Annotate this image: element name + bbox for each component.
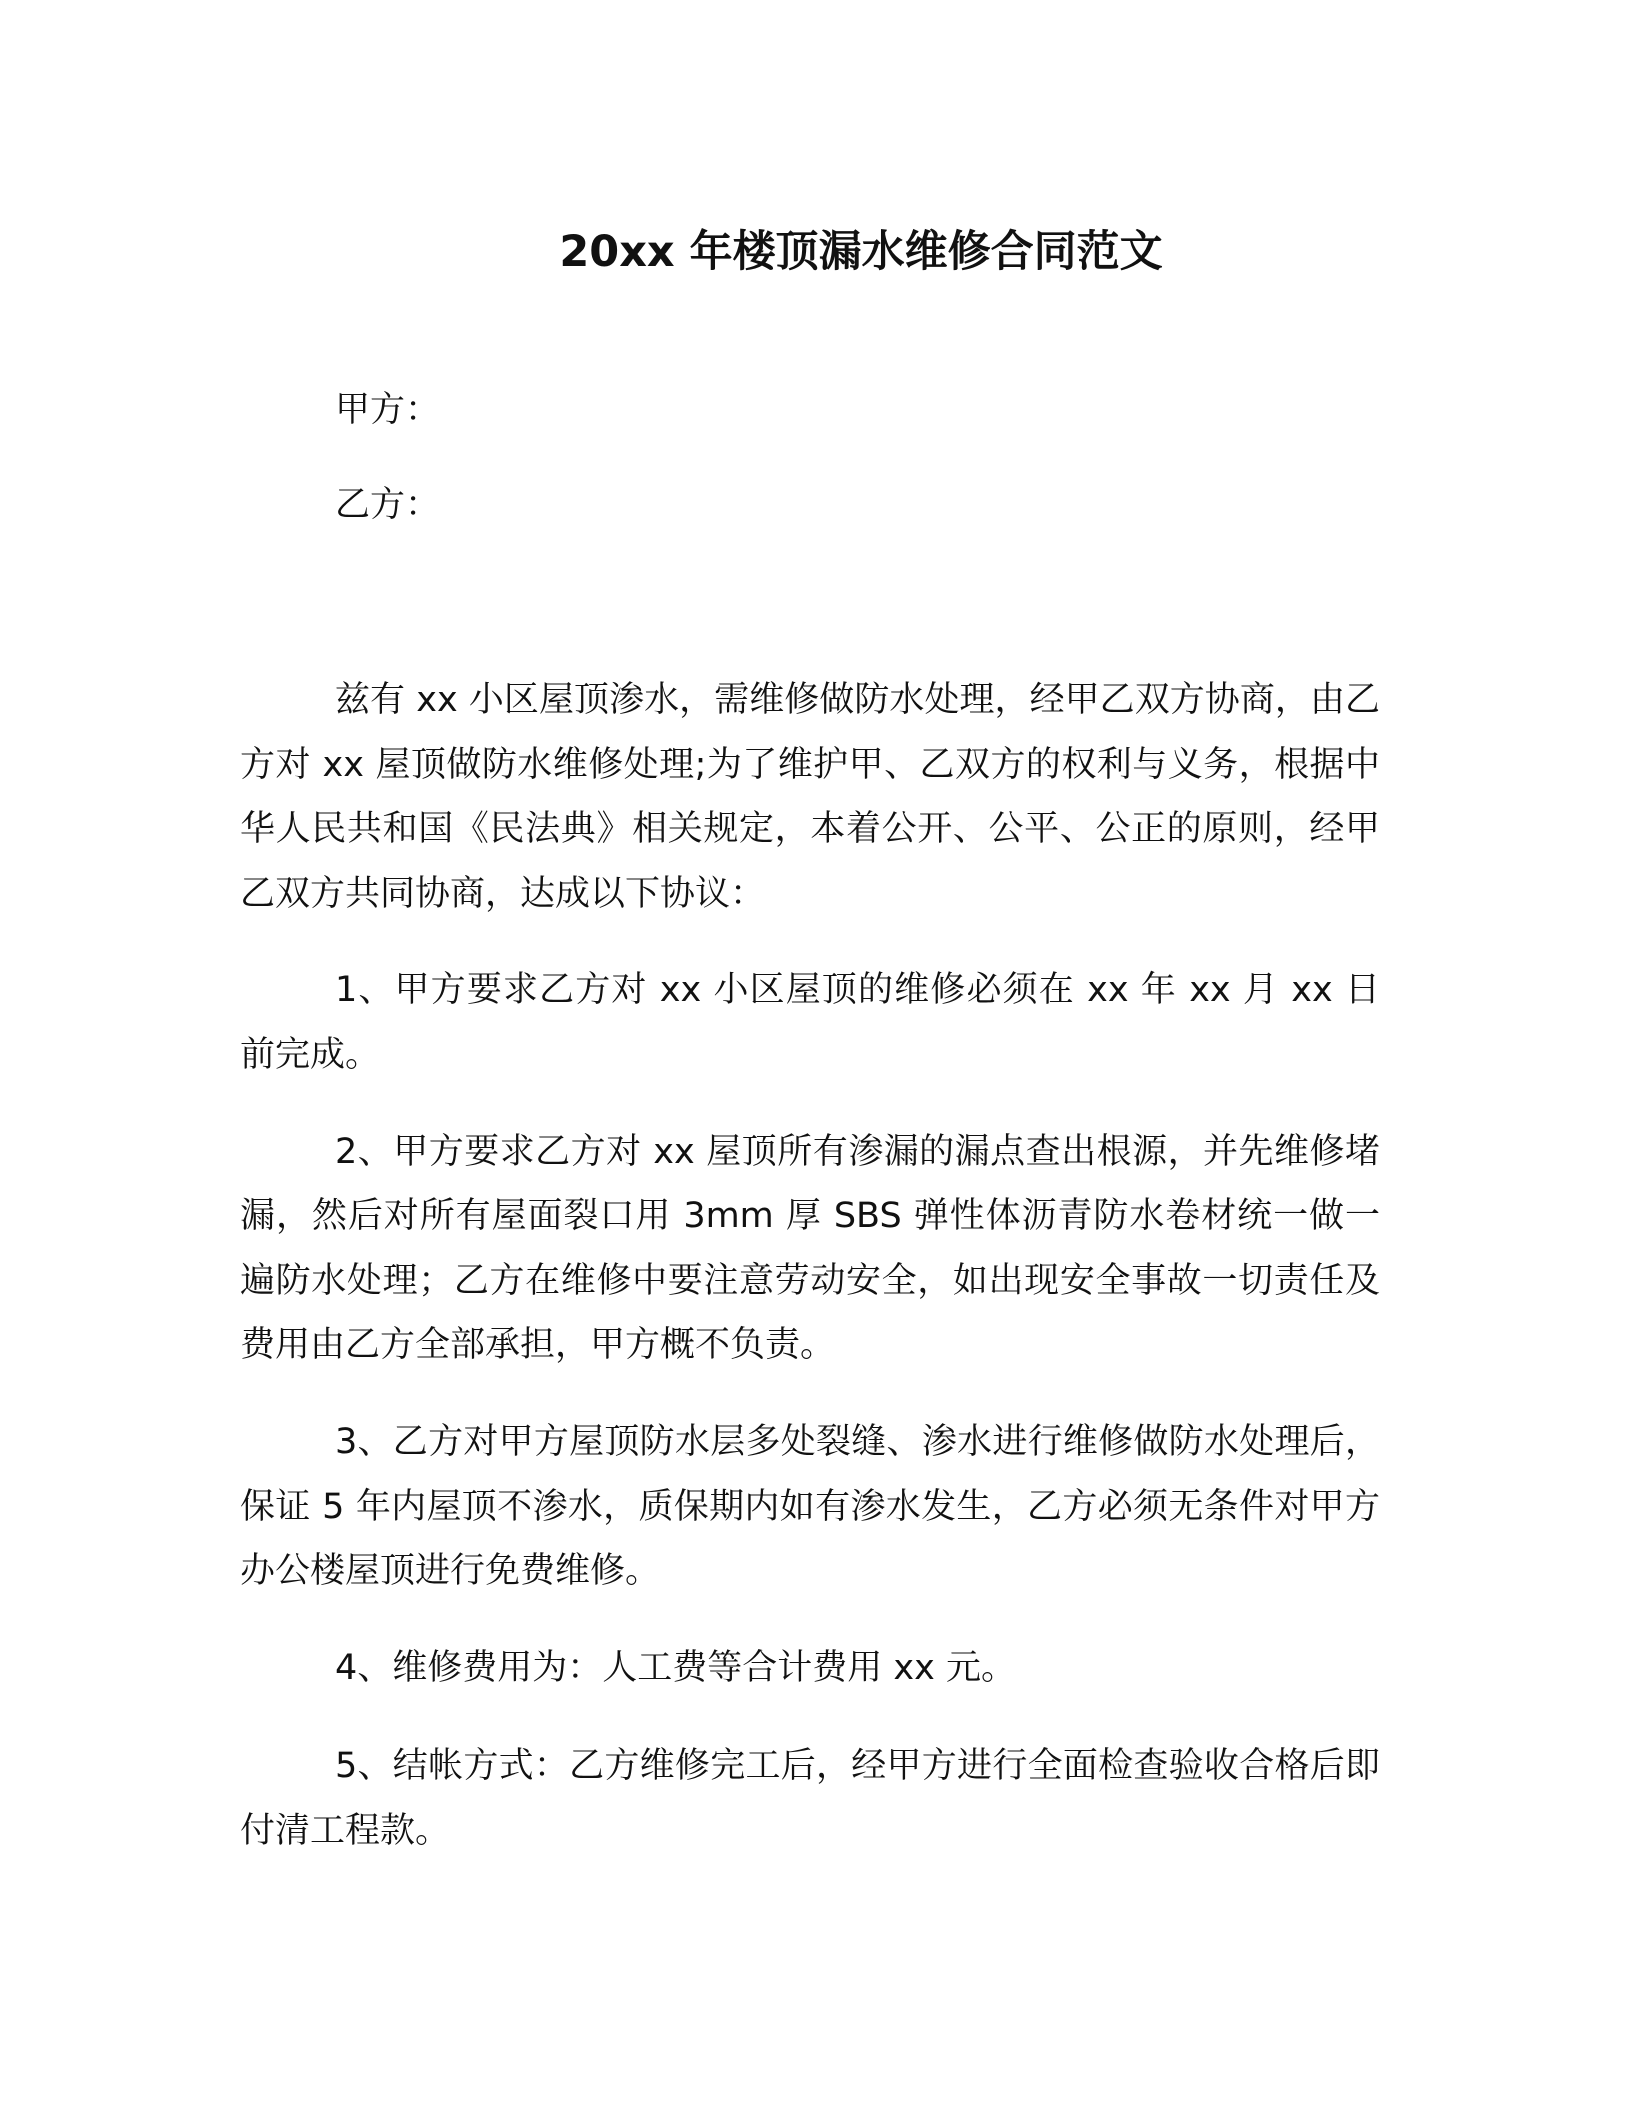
party-b-label: 乙方：	[335, 485, 441, 525]
paragraph-clause-2: 2、甲方要求乙方对 xx 屋顶所有渗漏的漏点查出根源，并先维修堵漏，然后对所有屋面裂口用 3mm 厚 SBS 弹性体沥青防水卷材统一做一遍防水处理；乙方在维修中要注意劳动安全，如出现安全事故一切责任及费用由乙方全部承担，甲方概不负责。	[240, 1131, 1380, 1366]
document-title: 20xx 年楼顶漏水维修合同范文	[559, 227, 1163, 277]
contract-body	[240, 668, 1380, 1896]
paragraph-clause-1: 1、甲方要求乙方对 xx 小区屋顶的维修必须在 xx 年 xx 月 xx 日前完成。	[240, 970, 1380, 1075]
paragraph-clause-3: 3、乙方对甲方屋顶防水层多处裂缝、渗水进行维修做防水处理后，保证 5 年内屋顶不渗水，质保期内如有渗水发生，乙方必须无条件对甲方办公楼屋顶进行免费维修。	[240, 1421, 1380, 1592]
paragraph-clause-5: 5、结帐方式：乙方维修完工后，经甲方进行全面检查验收合格后即付清工程款。	[240, 1746, 1380, 1851]
party-a-label: 甲方：	[335, 390, 441, 430]
paragraph-intro: 兹有 xx 小区屋顶渗水，需维修做防水处理，经甲乙双方协商，由乙方对 xx 屋顶做防水维修处理;为了维护甲、乙双方的权利与义务，根据中华人民共和国《民法典》相关规定，本着公开、公平、公正的原则，经甲乙双方共同协商，达成以下协议：	[240, 680, 1380, 914]
paragraph-clause-4: 4、维修费用为：人工费等合计费用 xx 元。	[335, 1647, 1016, 1688]
